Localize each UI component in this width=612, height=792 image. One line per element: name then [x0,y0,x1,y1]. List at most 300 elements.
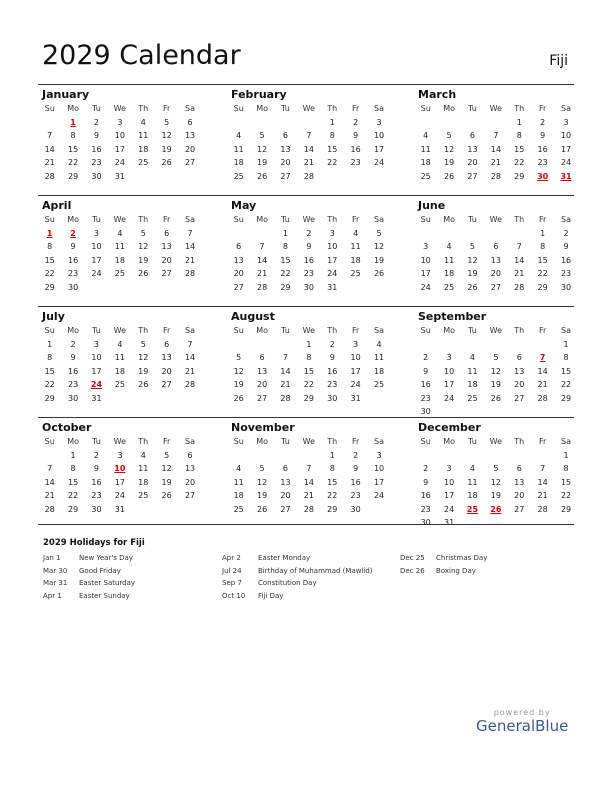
day-cell: 28 [280,393,291,403]
day-cell: 29 [44,282,55,292]
week-row [227,392,391,405]
day-cell: 24 [91,269,102,279]
weekday-label: Mo [256,104,268,113]
empty-cell [367,281,390,294]
day-cell: 18 [138,144,149,154]
month-july [38,310,202,405]
day-cell: 10 [420,255,431,265]
day-cell: 6 [187,451,193,460]
empty-cell [531,449,554,462]
empty-cell [531,516,554,529]
holiday-date: Mar 30 [43,566,68,575]
day-cell: 5 [140,229,146,238]
day-cell: 29 [560,504,572,514]
day-cell: 8 [282,242,289,252]
weekday-label: Tu [468,437,477,446]
day-cell: 18 [420,158,431,168]
empty-cell [437,116,460,129]
week-row [414,227,578,240]
day-cell: 8 [540,242,546,252]
empty-cell [461,227,484,240]
month-name: July [42,310,65,323]
day-cell: 15 [560,366,572,376]
weekday-label: Su [420,326,431,335]
day-cell: 27 [161,269,172,279]
day-cell: 3 [423,242,429,252]
empty-cell [250,116,273,129]
day-cell: 30 [420,517,431,527]
empty-cell [155,503,178,516]
day-cell: 4 [376,340,382,349]
empty-cell [414,338,437,351]
empty-cell [178,281,201,294]
weekday-label: Fr [162,215,171,224]
week-row [38,116,202,129]
day-cell: 10 [114,131,125,141]
day-cell: 27 [467,171,478,181]
weekday-label: Su [44,104,55,113]
day-cell: 24 [443,504,455,514]
day-cell: 19 [138,366,149,376]
empty-cell [414,116,437,129]
day-cell: 16 [67,366,79,376]
empty-cell [367,392,390,405]
day-cell: 22 [280,269,291,279]
day-cell: 2 [423,464,429,474]
day-cell: 26 [256,504,268,514]
day-cell: 3 [93,340,100,349]
empty-cell [85,281,108,294]
day-cell: 3 [329,229,335,238]
day-cell: 22 [560,491,572,501]
day-cell: 31 [114,171,125,181]
weekday-label: We [113,104,127,113]
day-cell: 2 [540,118,546,127]
day-cell: 21 [303,158,314,168]
week-row [227,281,391,294]
day-cell: 20 [467,158,478,168]
week-row [38,462,202,475]
holiday-column [43,552,135,602]
empty-cell [484,516,507,529]
day-cell: 3 [376,118,382,127]
empty-cell [508,449,531,462]
day-cell: 30 [327,393,338,403]
day-cell: 27 [184,491,196,501]
day-cell: 31 [114,504,125,514]
day-cell: 26 [443,171,455,181]
empty-cell [108,392,131,405]
holiday-date: Jul 24 [222,566,242,575]
month-january [38,88,202,183]
day-cell: 8 [563,464,569,474]
day-cell: 14 [490,144,501,154]
day-cell: 14 [537,366,548,376]
empty-cell [508,338,531,351]
day-cell: 9 [423,366,429,376]
day-cell: 4 [140,118,146,127]
country-label: Fiji [549,53,568,69]
empty-cell [437,338,460,351]
day-cell: 15 [327,144,338,154]
empty-cell [321,170,344,183]
day-cell: 9 [70,242,76,252]
weekday-label: Su [233,326,244,335]
day-cell: 29 [560,393,572,403]
weekday-label: We [302,104,316,113]
day-cell: 3 [117,118,123,127]
day-cell: 23 [420,393,431,403]
day-cell: 18 [467,380,478,390]
month-name: May [231,199,257,212]
day-cell: 28 [303,504,314,514]
holiday-date: Jan 1 [43,554,61,562]
day-cell: 11 [420,144,431,154]
week-row [414,351,578,364]
empty-cell [132,503,155,516]
day-cell: 5 [164,451,170,460]
month-september [414,310,578,418]
month-april [38,199,202,294]
holiday-item [222,577,373,590]
day-cell: 21 [184,255,196,265]
day-cell: 28 [514,282,525,292]
day-cell: 21 [44,158,55,168]
day-cell: 12 [443,144,455,154]
day-cell: 9 [70,353,76,363]
day-cell: 4 [446,242,452,252]
month-name: March [418,88,457,101]
day-cell: 26 [373,269,385,279]
weekday-label: Sa [185,437,196,446]
week-row [227,476,391,489]
day-cell: 6 [282,464,289,474]
day-cell: 23 [91,491,102,501]
day-cell: 27 [233,282,244,292]
month-name: January [42,88,90,101]
day-cell: 7 [493,131,499,141]
day-cell: 17 [373,144,385,154]
weekday-label: Mo [443,104,455,113]
week-row [227,254,391,267]
day-cell: 28 [490,171,501,181]
day-cell: 24 [350,380,361,390]
months-grid [38,84,574,528]
weekday-label: Mo [443,215,455,224]
day-cell: 16 [327,366,338,376]
weekday-header [38,435,202,449]
day-cell: 4 [140,451,146,460]
week-row [227,170,391,183]
day-cell: 14 [184,242,196,252]
day-cell: 19 [161,144,172,154]
day-cell: 7 [259,242,265,252]
day-cell: 10 [327,242,338,252]
day-cell: 18 [114,366,125,376]
weekday-label: Fr [538,104,547,113]
weekday-label: Sa [185,215,196,224]
day-cell: 6 [516,464,522,474]
day-cell: 5 [140,340,146,349]
day-cell: 24 [373,158,385,168]
day-cell: 7 [306,464,312,474]
day-cell: 14 [514,255,525,265]
weekday-label: Sa [185,104,196,113]
weekday-label: Mo [67,104,79,113]
day-cell: 26 [138,269,149,279]
day-cell: 25 [114,380,125,390]
day-cell: 29 [303,393,314,403]
day-cell: 23 [67,269,79,279]
day-cell: 26 [467,282,478,292]
day-cell: 2 [70,340,76,349]
weekday-label: We [113,215,127,224]
week-row [414,503,578,516]
week-row [227,462,391,475]
day-cell: 9 [353,464,359,474]
day-cell: 18 [443,269,455,279]
day-cell: 14 [537,477,548,487]
day-cell: 17 [373,477,385,487]
holiday-column [222,552,373,602]
day-cell: 13 [233,255,244,265]
day-cell: 14 [44,477,55,487]
day-cell: 18 [138,477,149,487]
weekday-label: Sa [374,104,385,113]
day-cell: 11 [138,464,149,474]
week-row [38,338,202,351]
day-cell: 6 [493,242,499,252]
empty-cell [531,338,554,351]
day-cell: 29 [67,504,79,514]
day-cell: 4 [353,229,359,238]
weekday-label: Sa [374,437,385,446]
day-cell: 12 [233,366,244,376]
weekday-label: Fr [538,326,547,335]
day-cell: 14 [44,144,55,154]
day-cell: 4 [469,464,476,474]
day-cell: 2 [93,118,100,127]
day-cell: 14 [303,477,314,487]
week-row [414,462,578,475]
day-cell: 26 [490,393,501,403]
weekday-label: Th [514,326,525,335]
empty-cell [484,449,507,462]
weekday-label: Su [44,215,55,224]
day-cell: 20 [280,158,291,168]
day-cell: 13 [514,366,525,376]
day-cell: 2 [93,451,100,460]
day-cell: 2 [423,353,429,363]
day-cell: 19 [490,380,501,390]
day-cell: 17 [91,255,102,265]
month-name: December [418,421,481,434]
weekday-label: Tu [281,326,290,335]
day-cell: 22 [327,491,338,501]
day-cell: 27 [280,171,291,181]
holiday-date: Sep 7 [222,579,242,587]
day-cell: 26 [233,393,244,403]
holiday-date: Dec 26 [400,566,425,575]
day-cell: 2 [353,451,359,460]
day-cell: 29 [280,282,291,292]
weekday-label: Tu [92,437,101,446]
day-cell: 30 [560,282,572,292]
week-row [38,503,202,516]
day-cell: 20 [184,477,196,487]
day-cell: 12 [490,477,501,487]
week-row [227,156,391,169]
weekday-label: Su [420,215,431,224]
weekday-label: Th [138,326,149,335]
day-cell: 16 [91,144,102,154]
day-cell: 27 [514,504,525,514]
empty-cell [414,227,437,240]
day-cell: 28 [303,171,314,181]
week-row [414,489,578,502]
weekday-label: Sa [185,326,196,335]
day-cell: 17 [560,144,572,154]
weekday-label: Tu [281,215,290,224]
week-row [227,116,391,129]
day-cell: 17 [350,366,361,376]
week-row [38,170,202,183]
weekday-header [227,435,391,449]
day-cell: 23 [327,380,338,390]
day-cell: 17 [91,366,102,376]
week-row [227,227,391,240]
day-cell: 11 [114,353,125,363]
day-cell: 14 [280,366,291,376]
day-cell: 12 [138,353,149,363]
weekday-label: Tu [281,437,290,446]
day-cell: 3 [93,229,100,238]
holiday-date: Dec 25 [400,554,425,562]
weekday-label: Su [420,437,431,446]
weekday-label: Tu [468,326,477,335]
day-cell: 24 [373,491,385,501]
day-cell: 8 [516,131,522,141]
weekday-label: Th [327,326,338,335]
day-cell: 30 [67,393,79,403]
day-cell: 20 [233,269,244,279]
holiday-column [400,552,487,577]
empty-cell [508,227,531,240]
day-cell: 7 [282,353,289,363]
weekday-label: Fr [351,104,360,113]
day-cell: 26 [161,158,172,168]
day-cell: 19 [256,491,268,501]
day-cell: 12 [467,255,478,265]
page-title: 2029 Calendar [42,40,241,71]
weekday-header [38,324,202,338]
day-cell: 8 [70,464,76,474]
empty-cell [344,170,367,183]
day-cell: 16 [560,255,572,265]
weekday-header [414,213,578,227]
month-may [227,199,391,294]
day-cell: 19 [161,477,172,487]
week-row [38,489,202,502]
holiday-name: Constitution Day [258,579,317,587]
weekday-label: Mo [443,326,455,335]
empty-cell [38,116,61,129]
day-cell: 19 [256,158,268,168]
day-cell: 8 [563,353,569,363]
day-cell: 11 [443,255,455,265]
day-cell: 20 [256,380,268,390]
day-cell: 9 [306,242,312,252]
day-cell: 24 [90,380,103,390]
day-cell: 28 [256,282,268,292]
day-cell: 25 [466,504,479,514]
day-cell: 29 [537,282,548,292]
day-cell: 20 [490,269,501,279]
weekday-header [414,102,578,116]
week-row [227,129,391,142]
day-cell: 21 [514,269,525,279]
day-cell: 10 [443,477,455,487]
day-cell: 2 [353,118,359,127]
day-cell: 26 [490,504,502,514]
day-cell: 13 [184,131,196,141]
day-cell: 25 [233,171,244,181]
day-cell: 30 [91,171,102,181]
day-cell: 21 [537,491,548,501]
day-cell: 13 [161,242,172,252]
empty-cell [250,338,273,351]
week-row [414,156,578,169]
holiday-item [222,590,373,603]
month-august [227,310,391,405]
day-cell: 3 [376,451,382,460]
day-cell: 18 [233,491,244,501]
weekday-label: We [489,215,503,224]
day-cell: 4 [236,131,242,141]
day-cell: 31 [443,517,455,527]
day-cell: 2 [306,229,312,238]
weekday-label: Su [420,104,431,113]
empty-cell [367,503,390,516]
empty-cell [132,392,155,405]
day-cell: 12 [138,242,149,252]
day-cell: 5 [376,229,382,238]
weekday-label: Mo [256,326,268,335]
day-cell: 30 [303,282,314,292]
month-row [38,417,574,528]
day-cell: 12 [256,477,268,487]
empty-cell [461,449,484,462]
weekday-label: Mo [67,326,79,335]
day-cell: 4 [117,229,123,238]
day-cell: 1 [329,451,335,460]
weekday-label: Fr [162,326,171,335]
week-row [414,338,578,351]
day-cell: 4 [423,131,429,141]
day-cell: 22 [67,158,79,168]
day-cell: 30 [537,171,549,181]
day-cell: 9 [93,131,100,141]
day-cell: 22 [327,158,338,168]
holiday-name: Fiji Day [258,591,284,600]
week-row [414,281,578,294]
day-cell: 31 [350,393,361,403]
weekday-label: Th [327,437,338,446]
weekday-label: Tu [468,215,477,224]
day-cell: 6 [469,131,476,141]
day-cell: 13 [256,366,268,376]
day-cell: 18 [114,255,125,265]
